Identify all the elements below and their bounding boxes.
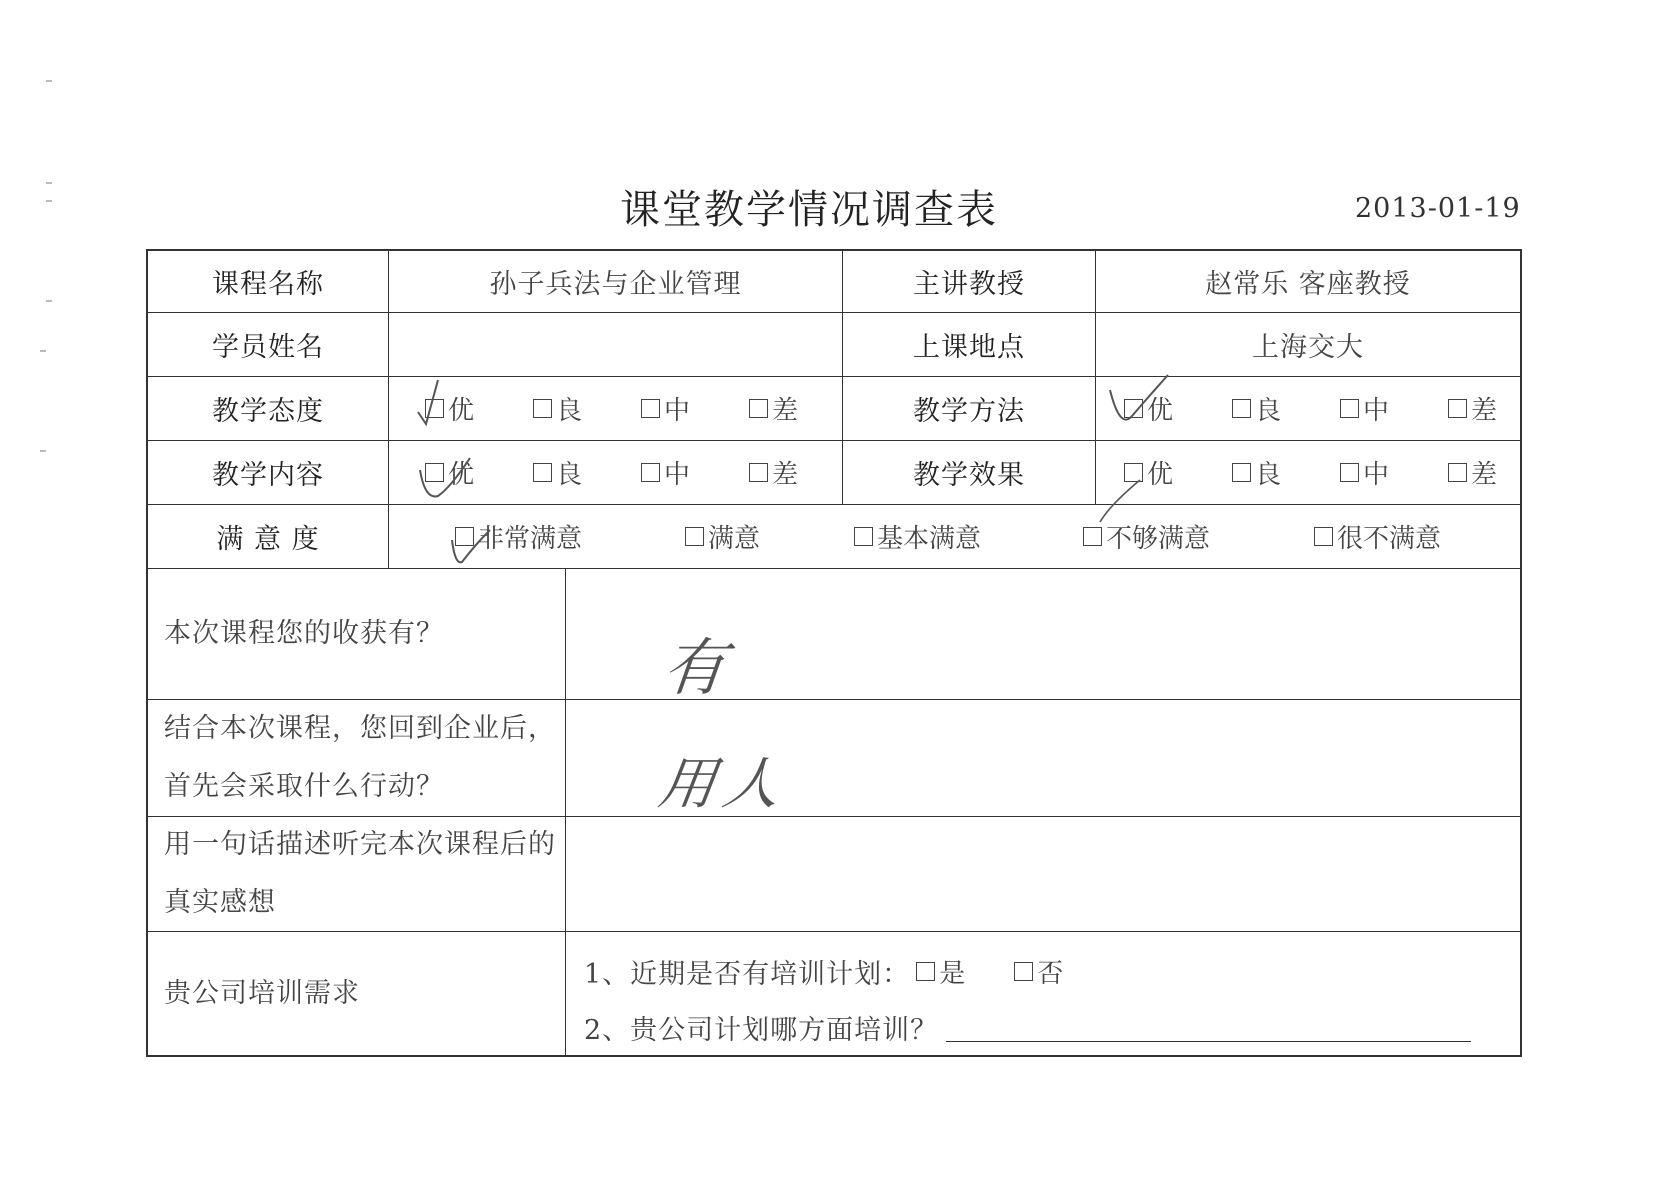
question-gains-label: 本次课程您的收获有？ [148,569,566,699]
training-needs-area [566,932,1520,1055]
method-option-good[interactable]: 良 [1232,390,1281,427]
location-value[interactable]: 上海交大 [1252,332,1364,363]
student-name-field[interactable] [389,313,843,376]
row-course [148,251,1520,313]
survey-form [146,249,1522,1057]
training-topic-question: 2、贵公司计划哪方面培训？ [584,1008,1471,1047]
student-label: 学员姓名 [148,313,389,376]
checkbox[interactable] [1448,463,1467,482]
checkbox[interactable] [1314,527,1333,546]
training-plan-question: 1、近期是否有培训计划： 是 否 [584,952,1064,991]
row-training-needs [148,932,1520,1055]
content-option-poor[interactable]: 差 [749,454,798,491]
scan-mark [40,450,46,452]
effect-option-poor[interactable]: 差 [1448,454,1497,491]
row-attitude [148,377,1520,441]
satisfaction-option-basically-satisfied[interactable]: 基本满意 [854,518,981,555]
attitude-option-fair[interactable]: 中 [641,390,690,427]
question-feeling-label: 用一句话描述听完本次课程后的真实感想 [148,817,566,931]
checkbox[interactable] [1232,399,1251,418]
checkbox[interactable] [1340,463,1359,482]
scan-mark [46,200,52,202]
attitude-label: 教学态度 [148,377,389,440]
checkbox[interactable] [1340,399,1359,418]
scan-mark [46,80,52,82]
checkbox[interactable] [1448,399,1467,418]
attitude-option-poor[interactable]: 差 [749,390,798,427]
method-label: 教学方法 [843,377,1096,440]
method-options [1096,377,1520,440]
method-option-fair[interactable]: 中 [1340,390,1389,427]
content-label: 教学内容 [148,441,389,504]
row-question-gains [148,569,1520,700]
satisfaction-option-very-satisfied[interactable]: 非常满意 [455,518,582,555]
question-action-label: 结合本次课程，您回到企业后，首先会采取什么行动？ [148,700,566,816]
professor-label: 主讲教授 [843,251,1096,312]
page-title: 课堂教学情况调查表 [620,187,998,233]
effect-option-fair[interactable]: 中 [1340,454,1389,491]
scan-mark [40,350,46,352]
effect-options [1096,441,1520,504]
method-option-poor[interactable]: 差 [1448,390,1497,427]
checkbox[interactable] [425,463,444,482]
checkbox[interactable] [1232,463,1251,482]
answer-gains-handwriting: 有 [659,631,730,704]
training-plan-yes[interactable]: 是 [916,953,966,990]
attitude-option-good[interactable]: 良 [533,390,582,427]
satisfaction-label: 满 意 度 [148,505,389,568]
content-option-good[interactable]: 良 [533,454,582,491]
course-label: 课程名称 [148,251,389,312]
checkbox[interactable] [425,399,444,418]
satisfaction-option-not-satisfied[interactable]: 不够满意 [1083,518,1210,555]
attitude-option-excellent[interactable]: 优 [425,390,474,427]
satisfaction-options [389,505,1520,568]
content-options [389,441,843,504]
checkbox[interactable] [641,463,660,482]
effect-option-excellent[interactable]: 优 [1124,454,1173,491]
scan-mark [46,300,52,302]
form-date: 2013-01-19 [1355,193,1521,224]
checkbox[interactable] [749,399,768,418]
content-option-excellent[interactable]: 优 [425,454,474,491]
checkbox[interactable] [1014,962,1033,981]
row-satisfaction [148,505,1520,569]
professor-name[interactable]: 赵常乐 客座教授 [1205,269,1411,300]
location-label: 上课地点 [843,313,1096,376]
checkbox[interactable] [455,527,474,546]
effect-label: 教学效果 [843,441,1096,504]
row-content [148,441,1520,505]
checkbox[interactable] [1124,463,1143,482]
checkbox[interactable] [533,463,552,482]
satisfaction-option-satisfied[interactable]: 满意 [685,518,760,555]
checkbox[interactable] [854,527,873,546]
checkbox[interactable] [533,399,552,418]
row-question-action [148,700,1520,817]
method-option-excellent[interactable]: 优 [1124,390,1173,427]
row-student [148,313,1520,377]
attitude-options [389,377,843,440]
checkbox[interactable] [749,463,768,482]
checkbox[interactable] [916,962,935,981]
checkbox[interactable] [685,527,704,546]
question-feeling-answer-area[interactable] [566,817,1520,931]
checkbox[interactable] [1124,399,1143,418]
training-plan-no[interactable]: 否 [1014,953,1064,990]
content-option-fair[interactable]: 中 [641,454,690,491]
checkbox[interactable] [641,399,660,418]
satisfaction-option-very-dissatisfied[interactable]: 很不满意 [1314,518,1441,555]
scan-mark [46,182,52,184]
training-needs-label: 贵公司培训需求 [148,932,566,1055]
course-name[interactable]: 孙子兵法与企业管理 [389,251,843,312]
effect-option-good[interactable]: 良 [1232,454,1281,491]
row-question-feeling [148,817,1520,932]
answer-action-handwriting: 用人 [654,752,792,817]
training-topic-input-line[interactable] [946,1013,1471,1042]
checkbox[interactable] [1083,527,1102,546]
